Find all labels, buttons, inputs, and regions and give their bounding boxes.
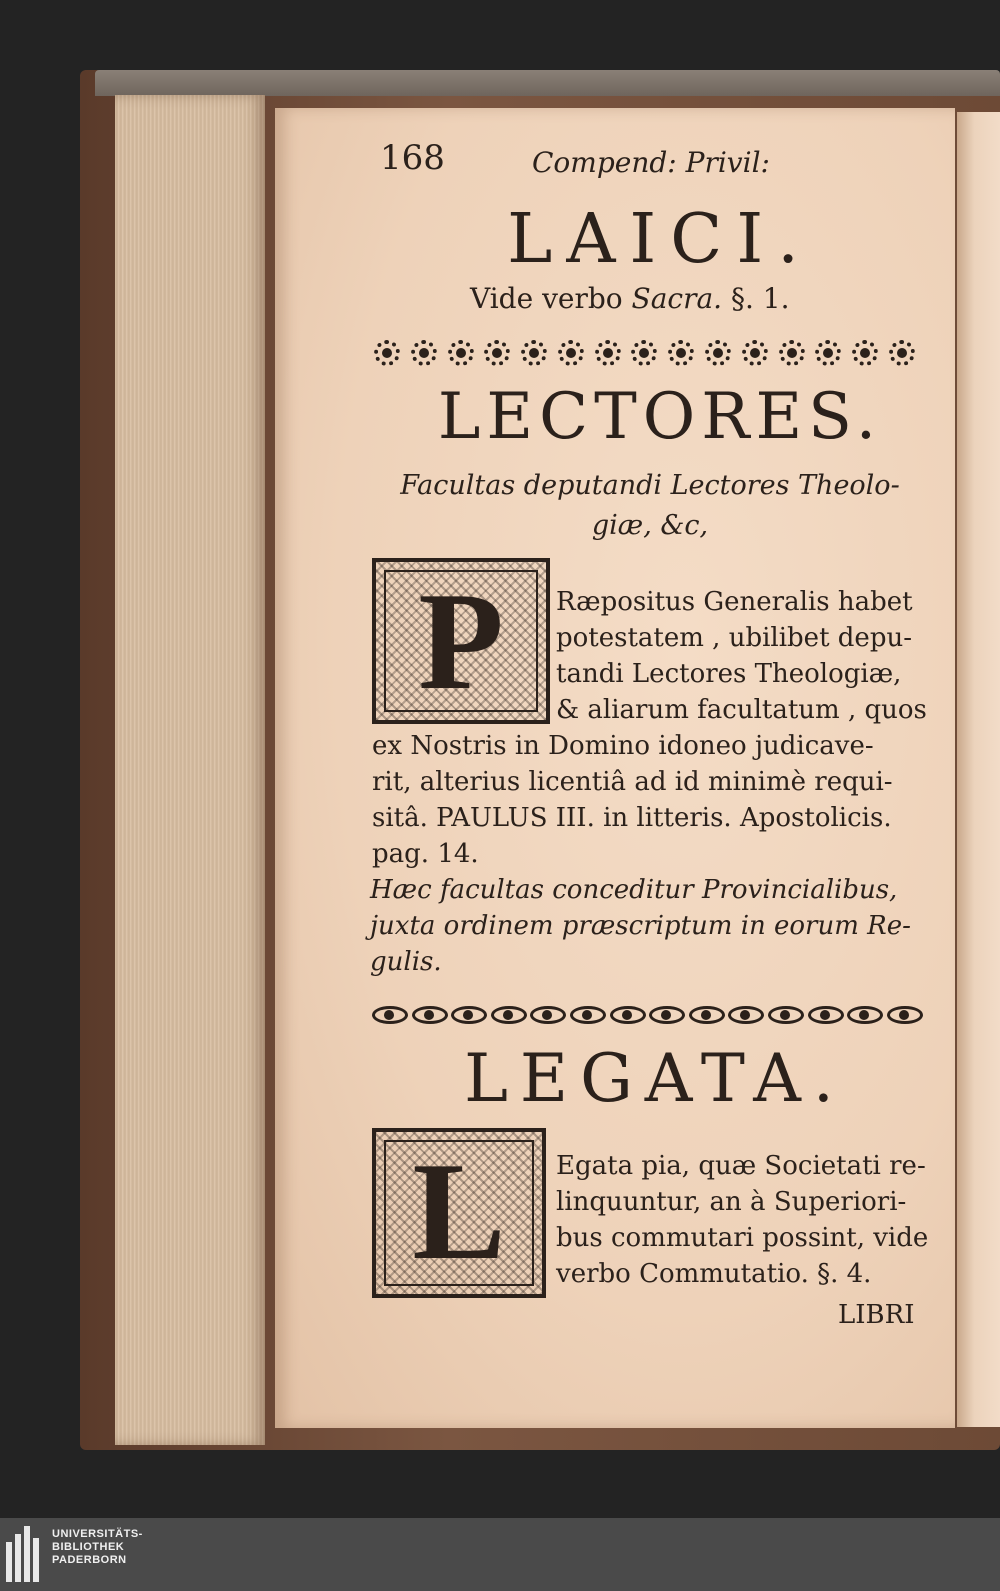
running-head: Compend: Privil: bbox=[532, 146, 770, 179]
decorated-initial-l: L bbox=[372, 1128, 546, 1298]
section-title-lectores: LECTORES. bbox=[437, 380, 883, 454]
lectores-paragraph-wrapped: Ræpositus Generalis habet potestatem , ubilibet depu- tandi Lectores Theologiæ, & aliarum facultatum , quos bbox=[556, 587, 927, 725]
section-title-laici: LAICI. bbox=[507, 200, 813, 279]
lectores-paragraph-full: ex Nostris in Domino idoneo judicave- rit, alterius licentiâ ad id minimè requi- sitâ. PAULUS III. in litteris. Apostolicis. pag. 14. bbox=[372, 731, 893, 869]
page-edges bbox=[115, 95, 265, 1445]
legata-paragraph: Egata pia, quæ Societati re- linquuntur, an à Superiori- bus commutari possint, vide verbo Commutatio. §. 4. bbox=[556, 1151, 929, 1289]
footer-bar bbox=[0, 1518, 1000, 1591]
scroll-ornament-divider bbox=[372, 998, 917, 1032]
laici-reference: Vide verbo Sacra. §. 1. bbox=[470, 282, 790, 315]
lectores-subtitle: Facultas deputandi Lectores Theolo- giæ, &c, bbox=[400, 470, 900, 541]
rosette-ornament-divider bbox=[372, 336, 917, 370]
library-logo-text: UNIVERSITÄTS- BIBLIOTHEK PADERBORN bbox=[52, 1528, 143, 1566]
right-page-edge bbox=[957, 112, 1000, 1427]
lectores-note: Hæc facultas conceditur Provincialibus, juxta ordinem præscriptum in eorum Re- gulis. bbox=[370, 875, 911, 977]
page-header bbox=[380, 138, 900, 182]
page-number: 168 bbox=[380, 138, 445, 178]
decorated-initial-p: P bbox=[372, 558, 550, 724]
book-spine-top bbox=[95, 70, 1000, 96]
library-logo-icon bbox=[6, 1526, 42, 1582]
catchword: LIBRI bbox=[838, 1300, 915, 1330]
section-title-legata: LEGATA. bbox=[464, 1040, 846, 1117]
